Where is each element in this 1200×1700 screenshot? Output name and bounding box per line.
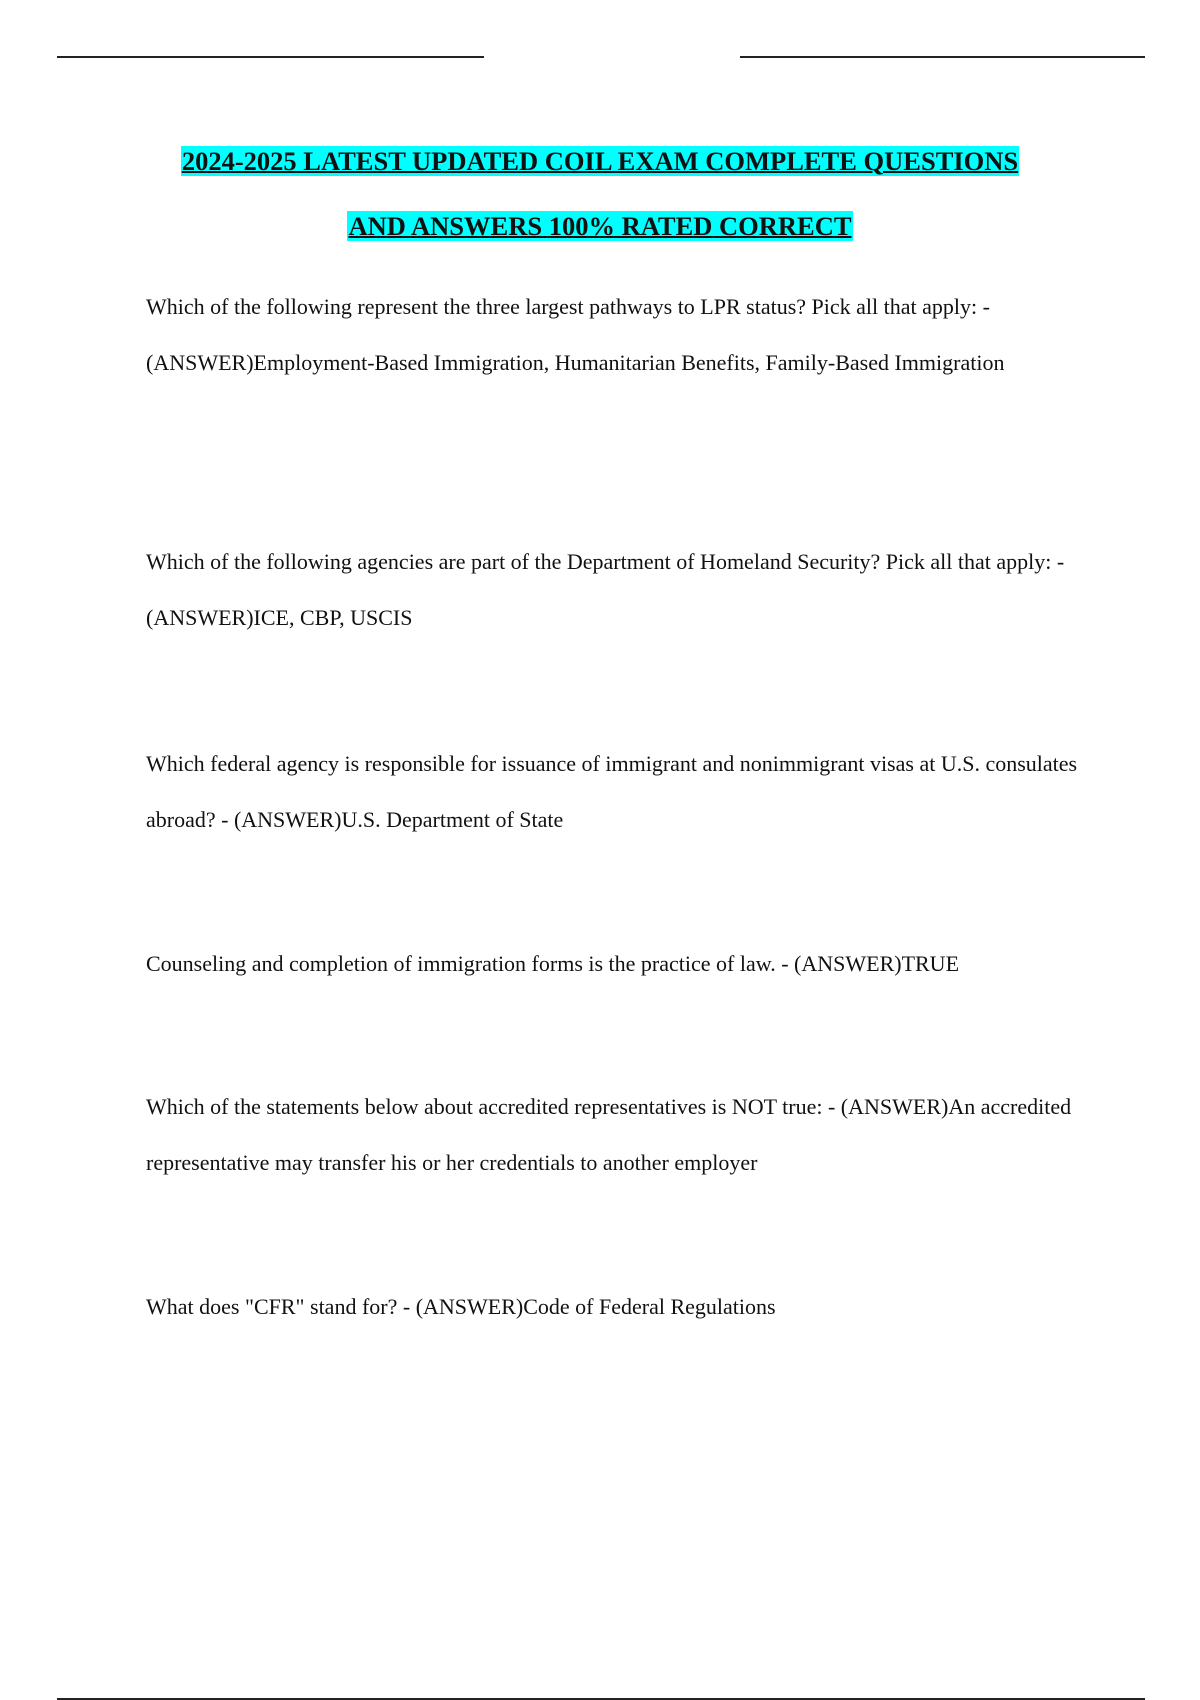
header-rule-right	[740, 56, 1145, 58]
qa-item: Which federal agency is responsible for issuance of immigrant and nonimmigrant visas at U.S. consulates abroad? - (ANSWER)U.S. Department of State	[146, 751, 1078, 832]
qa-item: Which of the following represent the three largest pathways to LPR status? Pick all that apply: - (ANSWER)Employment-Based Immigration, Humanitarian Benefits, Family-Based Immigration	[146, 294, 1005, 375]
qa-item: Counseling and completion of immigration forms is the practice of law. - (ANSWER)TRUE	[146, 951, 960, 976]
title-text-2: AND ANSWERS 100% RATED CORRECT	[348, 211, 852, 241]
qa-item: What does "CFR" stand for? - (ANSWER)Code of Federal Regulations	[146, 1294, 776, 1319]
document-title-line-1	[0, 146, 1200, 177]
title-text-1: 2024-2025 LATEST UPDATED COIL EXAM COMPLETE QUESTIONS	[181, 146, 1019, 176]
header-rule-left	[57, 56, 484, 58]
qa-item: Which of the following agencies are part of the Department of Homeland Security? Pick all that apply: - (ANSWER)ICE, CBP, USCIS	[146, 549, 1065, 630]
document-title-line-2	[0, 211, 1200, 242]
qa-item: Which of the statements below about accredited representatives is NOT true: - (ANSWER)An accredited representative may transfer his or her credentials to another employer	[146, 1094, 1072, 1175]
